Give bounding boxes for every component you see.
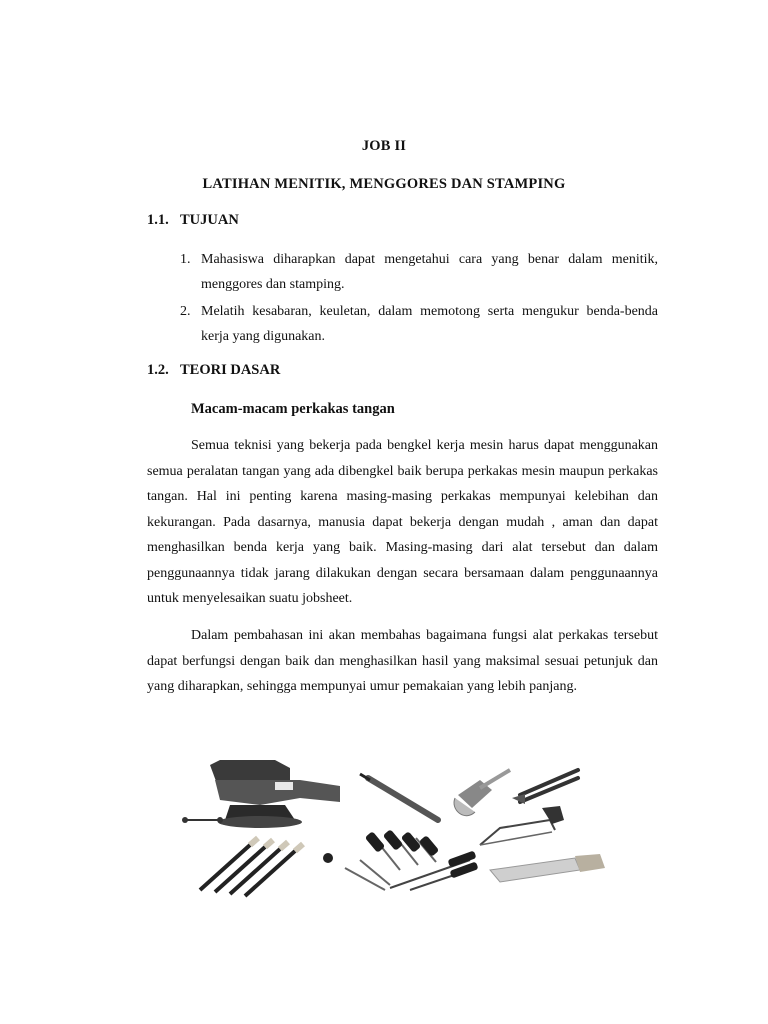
list-item [180, 299, 658, 349]
file-icon [360, 774, 438, 820]
paragraph: Semua teknisi yang bekerja pada bengkel kerja mesin harus dapat menggunakan semua peralatan tangan yang ada dibengkel baik berupa perkakas mesin maupun perkakas tangan. Hal ini penting karena masing-masing perkakas mempunyai kelebihan dan kekurangan. Pada dasarnya, manusia dapat bekerja dengan mudah , aman dan dapat menghasilkan benda kerja yang baik. Masing-masing dari alat tersebut dan dalam penggunaannya tidak jarang dilakukan dengan secara bersamaan dalam penggunaannya untuk menyelesaikan suatu jobsheet. [147, 438, 658, 606]
list-item [180, 247, 658, 297]
subsection-title: Macam-macam perkakas tangan [191, 401, 395, 417]
chisel-icon [200, 838, 303, 896]
screwdriver-icon [323, 829, 479, 890]
list-item-number: 2. [180, 304, 191, 319]
section-title: TEORI DASAR [180, 362, 281, 378]
handsaw-icon [490, 854, 605, 882]
pliers-icon [512, 770, 578, 804]
list-item-text: Melatih kesabaran, keuletan, dalam memotong serta mengukur benda-benda kerja yang digunakan. [201, 304, 658, 344]
section-heading-tujuan [147, 212, 239, 229]
section-number: 1.1. [147, 212, 169, 228]
list-item-number: 1. [180, 252, 191, 267]
main-title: LATIHAN MENITIK, MENGGORES DAN STAMPING [202, 176, 566, 192]
objectives-list [180, 247, 658, 351]
paragraph: Dalam pembahasan ini akan membahas bagaimana fungsi alat perkakas tersebut dapat berfungsi dengan baik dan menghasilkan hasil yang maksimal sesuai petunjuk dan yang diharapkan, sehingga mempunyai umur pemakaian yang lebih panjang. [147, 628, 658, 694]
section-number: 1.2. [147, 362, 169, 378]
section-heading-teori-dasar [147, 362, 280, 379]
job-title: JOB II [361, 138, 407, 154]
bench-vise-icon [182, 760, 340, 828]
hand-tools-figure [180, 750, 630, 900]
list-item-text: Mahasiswa diharapkan dapat mengetahui cara yang benar dalam menitik, menggores dan stamping. [201, 252, 658, 292]
hammer-icon [454, 770, 510, 816]
section-title: TUJUAN [180, 212, 239, 228]
hacksaw-icon [480, 806, 564, 845]
